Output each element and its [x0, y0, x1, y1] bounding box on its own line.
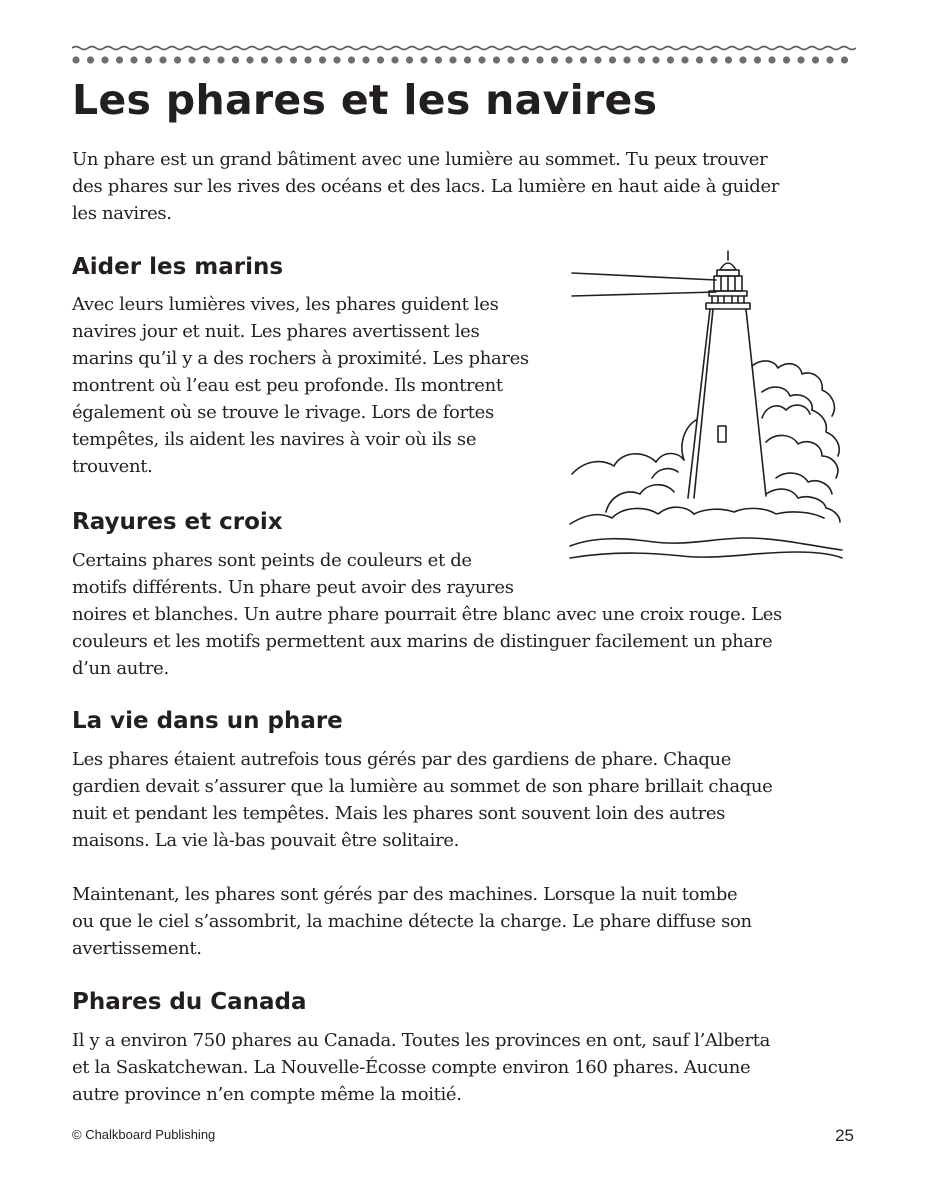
text-line: noires et blanches. Un autre phare pourrait être blanc avec une croix rouge. Les [72, 604, 782, 625]
text-line: couleurs et les motifs permettent aux marins de distinguer facilement un phare [72, 631, 773, 652]
section-paragraph [72, 1027, 770, 1108]
text-line: Maintenant, les phares sont gérés par des machines. Lorsque la nuit tombe [72, 884, 738, 905]
footer-copyright: © Chalkboard Publishing [72, 1127, 216, 1142]
section-paragraph [72, 881, 752, 962]
text-line: Les phares étaient autrefois tous gérés par des gardiens de phare. Chaque [72, 749, 732, 770]
text-line: Certains phares sont peints de couleurs et de [72, 550, 472, 571]
text-line: et la Saskatchewan. La Nouvelle-Écosse compte environ 160 phares. Aucune [72, 1057, 751, 1078]
section-paragraph [72, 746, 772, 854]
section-heading-rayures-et-croix: Rayures et croix [72, 509, 283, 535]
page-number: 25 [835, 1126, 854, 1145]
text-line: avertissement. [72, 938, 202, 959]
text-line: également où se trouve le rivage. Lors de fortes [72, 402, 494, 423]
text-line: trouvent. [72, 456, 153, 477]
text-line: marins qu’il y a des rochers à proximité. Les phares [72, 348, 529, 369]
section-heading-aider-les-marins: Aider les marins [72, 254, 284, 280]
section-heading-la-vie-dans-un-phare: La vie dans un phare [72, 708, 343, 734]
section-heading-phares-du-canada: Phares du Canada [72, 989, 307, 1015]
text-line: d’un autre. [72, 658, 169, 679]
text-line: maisons. La vie là-bas pouvait être solitaire. [72, 830, 460, 851]
text-line: navires jour et nuit. Les phares avertissent les [72, 321, 480, 342]
text-line: gardien devait s’assurer que la lumière au sommet de son phare brillait chaque [72, 776, 773, 797]
text-line: Avec leurs lumières vives, les phares guident les [72, 294, 499, 315]
text-line: montrent où l’eau est peu profonde. Ils montrent [72, 375, 503, 396]
text-line: tempêtes, ils aident les navires à voir où ils se [72, 429, 477, 450]
text-line: motifs différents. Un phare peut avoir des rayures [72, 577, 514, 598]
section-paragraph [72, 291, 529, 480]
decorative-border [72, 42, 856, 68]
page-title: Les phares et les navires [72, 76, 658, 124]
text-line: les navires. [72, 203, 172, 224]
text-line: autre province n’en compte même la moitié. [72, 1084, 462, 1105]
text-line: Un phare est un grand bâtiment avec une lumière au sommet. Tu peux trouver [72, 149, 768, 170]
text-line: des phares sur les rives des océans et des lacs. La lumière en haut aide à guider [72, 176, 780, 197]
text-line: ou que le ciel s’assombrit, la machine détecte la charge. Le phare diffuse son [72, 911, 752, 932]
text-line: nuit et pendant les tempêtes. Mais les phares sont souvent loin des autres [72, 803, 726, 824]
intro-paragraph [72, 146, 779, 227]
lighthouse-icon [566, 246, 848, 568]
text-line: Il y a environ 750 phares au Canada. Toutes les provinces en ont, sauf l’Alberta [72, 1030, 770, 1051]
